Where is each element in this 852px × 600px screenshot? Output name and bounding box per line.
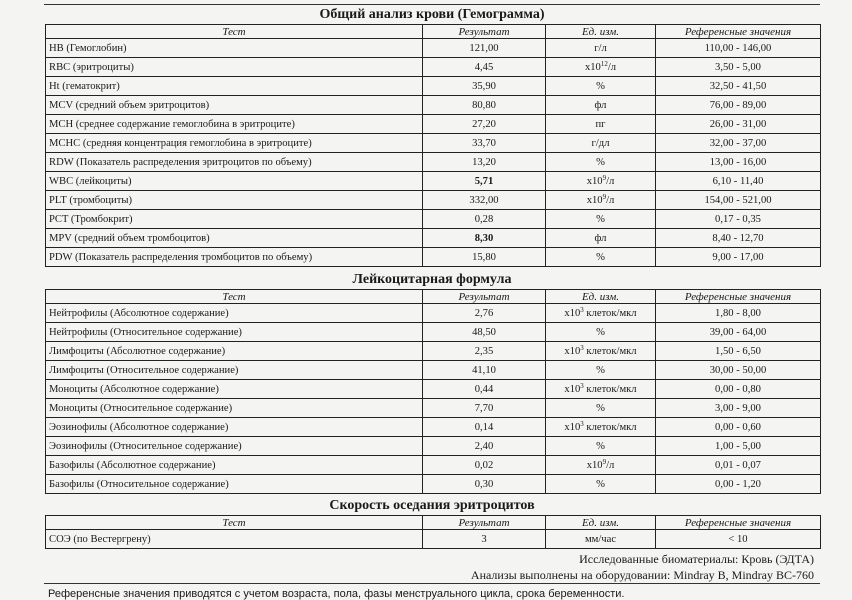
unit-base: % bbox=[596, 80, 605, 92]
unit-base: пг bbox=[595, 118, 606, 130]
test-name-cell: Эозинофилы (Относительное содержание) bbox=[46, 437, 423, 456]
unit-base: % bbox=[596, 478, 605, 490]
reference-cell: 76,00 - 89,00 bbox=[656, 96, 821, 115]
result-cell: 0,28 bbox=[423, 210, 546, 229]
unit-suffix: клеток/мкл bbox=[583, 421, 637, 433]
result-cell: 41,10 bbox=[423, 361, 546, 380]
result-cell: 2,76 bbox=[423, 304, 546, 323]
table-row bbox=[46, 191, 821, 210]
test-name-cell: Базофилы (Относительное содержание) bbox=[46, 475, 423, 494]
test-name-cell: MCV (средний объем эритроцитов) bbox=[46, 96, 423, 115]
unit-base: x10 bbox=[564, 421, 581, 433]
col-header-unit: Ед. изм. bbox=[546, 516, 656, 530]
unit-base: г/л bbox=[594, 42, 607, 54]
table-row bbox=[46, 323, 821, 342]
table-row bbox=[46, 342, 821, 361]
reference-cell: 26,00 - 31,00 bbox=[656, 115, 821, 134]
esr-title: Скорость оседания эритроцитов bbox=[329, 498, 535, 513]
reference-cell: 9,00 - 17,00 bbox=[656, 248, 821, 267]
reference-cell: < 10 bbox=[656, 530, 821, 549]
table-row bbox=[46, 153, 821, 172]
unit-cell bbox=[546, 361, 656, 380]
result-cell: 0,14 bbox=[423, 418, 546, 437]
leukocyte-table bbox=[45, 289, 821, 494]
unit-cell bbox=[546, 399, 656, 418]
biomaterials-line: Исследованные биоматериалы: Кровь (ЭДТА) bbox=[579, 552, 814, 566]
unit-base: г/дл bbox=[591, 137, 610, 149]
unit-cell bbox=[546, 96, 656, 115]
reference-cell: 1,50 - 6,50 bbox=[656, 342, 821, 361]
test-name-cell: Лимфоциты (Абсолютное содержание) bbox=[46, 342, 423, 361]
col-header-test: Тест bbox=[46, 25, 423, 39]
test-name-cell: HB (Гемоглобин) bbox=[46, 39, 423, 58]
test-name-cell: MCHC (средняя концентрация гемоглобина в эритроците) bbox=[46, 134, 423, 153]
unit-cell bbox=[546, 134, 656, 153]
unit-base: x10 bbox=[586, 175, 603, 187]
result-cell: 8,30 bbox=[423, 229, 546, 248]
reference-note: Референсные значения приводятся с учетом возраста, пола, фазы менструального цикла, срока беременности. bbox=[48, 588, 625, 600]
unit-suffix: /л bbox=[607, 61, 617, 73]
unit-cell bbox=[546, 342, 656, 361]
result-cell: 5,71 bbox=[423, 172, 546, 191]
test-name-cell: Лимфоциты (Относительное содержание) bbox=[46, 361, 423, 380]
table-row bbox=[46, 304, 821, 323]
unit-cell bbox=[546, 380, 656, 399]
test-name-cell: Ht (гематокрит) bbox=[46, 77, 423, 96]
unit-cell bbox=[546, 418, 656, 437]
unit-exponent: 9 bbox=[602, 192, 607, 201]
table-row bbox=[46, 134, 821, 153]
result-cell: 48,50 bbox=[423, 323, 546, 342]
unit-base: % bbox=[596, 326, 605, 338]
col-header-unit: Ед. изм. bbox=[546, 25, 656, 39]
test-name-cell: PDW (Показатель распределения тромбоцитов по объему) bbox=[46, 248, 423, 267]
unit-base: x10 bbox=[564, 345, 581, 357]
test-name-cell: MCH (среднее содержание гемоглобина в эритроците) bbox=[46, 115, 423, 134]
table-row bbox=[46, 475, 821, 494]
unit-cell bbox=[546, 39, 656, 58]
reference-cell: 1,00 - 5,00 bbox=[656, 437, 821, 456]
unit-base: % bbox=[596, 156, 605, 168]
result-cell: 2,35 bbox=[423, 342, 546, 361]
test-name-cell: Эозинофилы (Абсолютное содержание) bbox=[46, 418, 423, 437]
table-row bbox=[46, 456, 821, 475]
table-row bbox=[46, 361, 821, 380]
test-name-cell: RBC (эритроциты) bbox=[46, 58, 423, 77]
reference-cell: 6,10 - 11,40 bbox=[656, 172, 821, 191]
test-name-cell: Базофилы (Абсолютное содержание) bbox=[46, 456, 423, 475]
unit-base: x10 bbox=[564, 307, 581, 319]
table-row bbox=[46, 437, 821, 456]
reference-cell: 0,17 - 0,35 bbox=[656, 210, 821, 229]
result-cell: 7,70 bbox=[423, 399, 546, 418]
reference-cell: 39,00 - 64,00 bbox=[656, 323, 821, 342]
col-header-result: Результат bbox=[423, 25, 546, 39]
col-header-result: Результат bbox=[423, 290, 546, 304]
unit-exponent: 12 bbox=[600, 59, 608, 68]
table-row bbox=[46, 380, 821, 399]
result-cell: 0,44 bbox=[423, 380, 546, 399]
reference-cell: 8,40 - 12,70 bbox=[656, 229, 821, 248]
unit-suffix: /л bbox=[606, 175, 615, 187]
result-cell: 0,30 bbox=[423, 475, 546, 494]
result-cell: 35,90 bbox=[423, 77, 546, 96]
reference-cell: 32,00 - 37,00 bbox=[656, 134, 821, 153]
unit-suffix: клеток/мкл bbox=[583, 383, 637, 395]
unit-suffix: /л bbox=[606, 459, 615, 471]
test-name-cell: WBC (лейкоциты) bbox=[46, 172, 423, 191]
unit-cell bbox=[546, 229, 656, 248]
result-cell: 27,20 bbox=[423, 115, 546, 134]
result-cell: 33,70 bbox=[423, 134, 546, 153]
table-row bbox=[46, 229, 821, 248]
reference-cell: 3,50 - 5,00 bbox=[656, 58, 821, 77]
col-header-test: Тест bbox=[46, 516, 423, 530]
test-name-cell: СОЭ (по Вестергрену) bbox=[46, 530, 423, 549]
unit-base: % bbox=[596, 364, 605, 376]
reference-cell: 0,00 - 0,80 bbox=[656, 380, 821, 399]
unit-base: x10 bbox=[584, 61, 601, 73]
reference-cell: 154,00 - 521,00 bbox=[656, 191, 821, 210]
leukocyte-title: Лейкоцитарная формула bbox=[352, 272, 512, 287]
unit-cell bbox=[546, 456, 656, 475]
unit-base: % bbox=[596, 251, 605, 263]
unit-exponent: 9 bbox=[602, 173, 607, 182]
result-cell: 332,00 bbox=[423, 191, 546, 210]
result-cell: 4,45 bbox=[423, 58, 546, 77]
test-name-cell: Нейтрофилы (Абсолютное содержание) bbox=[46, 304, 423, 323]
reference-cell: 13,00 - 16,00 bbox=[656, 153, 821, 172]
test-name-cell: RDW (Показатель распределения эритроцитов по объему) bbox=[46, 153, 423, 172]
unit-exponent: 3 bbox=[580, 381, 584, 390]
reference-cell: 0,01 - 0,07 bbox=[656, 456, 821, 475]
reference-cell: 0,00 - 0,60 bbox=[656, 418, 821, 437]
test-name-cell: MPV (средний объем тромбоцитов) bbox=[46, 229, 423, 248]
unit-cell bbox=[546, 58, 656, 77]
unit-cell bbox=[546, 153, 656, 172]
equipment-line: Анализы выполнены на оборудовании: Mindray B, Mindray BC-760 bbox=[470, 568, 814, 582]
result-cell: 80,80 bbox=[423, 96, 546, 115]
unit-suffix: клеток/мкл bbox=[583, 307, 637, 319]
unit-base: % bbox=[596, 402, 605, 414]
reference-cell: 1,80 - 8,00 bbox=[656, 304, 821, 323]
table-row bbox=[46, 58, 821, 77]
esr-table bbox=[45, 515, 821, 549]
reference-cell: 32,50 - 41,50 bbox=[656, 77, 821, 96]
result-cell: 0,02 bbox=[423, 456, 546, 475]
result-cell: 121,00 bbox=[423, 39, 546, 58]
hemogram-title: Общий анализ крови (Гемограмма) bbox=[319, 7, 545, 22]
unit-cell bbox=[546, 304, 656, 323]
col-header-test: Тест bbox=[46, 290, 423, 304]
unit-cell bbox=[546, 248, 656, 267]
col-header-reference: Референсные значения bbox=[656, 516, 821, 530]
unit-cell bbox=[546, 115, 656, 134]
unit-cell bbox=[546, 191, 656, 210]
top-rule bbox=[44, 4, 820, 5]
unit-base: x10 bbox=[564, 383, 581, 395]
col-header-reference: Референсные значения bbox=[656, 25, 821, 39]
unit-suffix: клеток/мкл bbox=[583, 345, 637, 357]
test-name-cell: Моноциты (Абсолютное содержание) bbox=[46, 380, 423, 399]
table-row bbox=[46, 96, 821, 115]
col-header-unit: Ед. изм. bbox=[546, 290, 656, 304]
unit-base: фл bbox=[594, 99, 607, 111]
table-row bbox=[46, 530, 821, 549]
unit-base: x10 bbox=[586, 194, 603, 206]
unit-base: x10 bbox=[586, 459, 603, 471]
hemogram-table bbox=[45, 24, 821, 267]
unit-suffix: /л bbox=[606, 194, 615, 206]
bottom-rule bbox=[44, 583, 820, 584]
result-cell: 2,40 bbox=[423, 437, 546, 456]
col-header-result: Результат bbox=[423, 516, 546, 530]
test-name-cell: Нейтрофилы (Относительное содержание) bbox=[46, 323, 423, 342]
table-row bbox=[46, 77, 821, 96]
result-cell: 15,80 bbox=[423, 248, 546, 267]
table-row bbox=[46, 248, 821, 267]
result-cell: 13,20 bbox=[423, 153, 546, 172]
unit-exponent: 3 bbox=[580, 305, 584, 314]
unit-cell bbox=[546, 210, 656, 229]
test-name-cell: PCT (Тромбокрит) bbox=[46, 210, 423, 229]
unit-cell bbox=[546, 475, 656, 494]
table-row bbox=[46, 115, 821, 134]
table-row bbox=[46, 210, 821, 229]
unit-cell bbox=[546, 323, 656, 342]
unit-base: % bbox=[596, 440, 605, 452]
unit-exponent: 3 bbox=[580, 419, 584, 428]
unit-cell bbox=[546, 530, 656, 549]
table-row bbox=[46, 39, 821, 58]
unit-exponent: 3 bbox=[580, 343, 584, 352]
reference-cell: 0,00 - 1,20 bbox=[656, 475, 821, 494]
unit-cell bbox=[546, 172, 656, 191]
col-header-reference: Референсные значения bbox=[656, 290, 821, 304]
reference-cell: 30,00 - 50,00 bbox=[656, 361, 821, 380]
table-row bbox=[46, 418, 821, 437]
table-row bbox=[46, 399, 821, 418]
unit-exponent: 9 bbox=[602, 457, 607, 466]
reference-cell: 3,00 - 9,00 bbox=[656, 399, 821, 418]
unit-cell bbox=[546, 437, 656, 456]
unit-base: фл bbox=[594, 232, 607, 244]
test-name-cell: PLT (тромбоциты) bbox=[46, 191, 423, 210]
unit-cell bbox=[546, 77, 656, 96]
table-row bbox=[46, 172, 821, 191]
unit-base: мм/час bbox=[584, 533, 617, 545]
test-name-cell: Моноциты (Относительное содержание) bbox=[46, 399, 423, 418]
unit-base: % bbox=[596, 213, 605, 225]
reference-cell: 110,00 - 146,00 bbox=[656, 39, 821, 58]
result-cell: 3 bbox=[423, 530, 546, 549]
